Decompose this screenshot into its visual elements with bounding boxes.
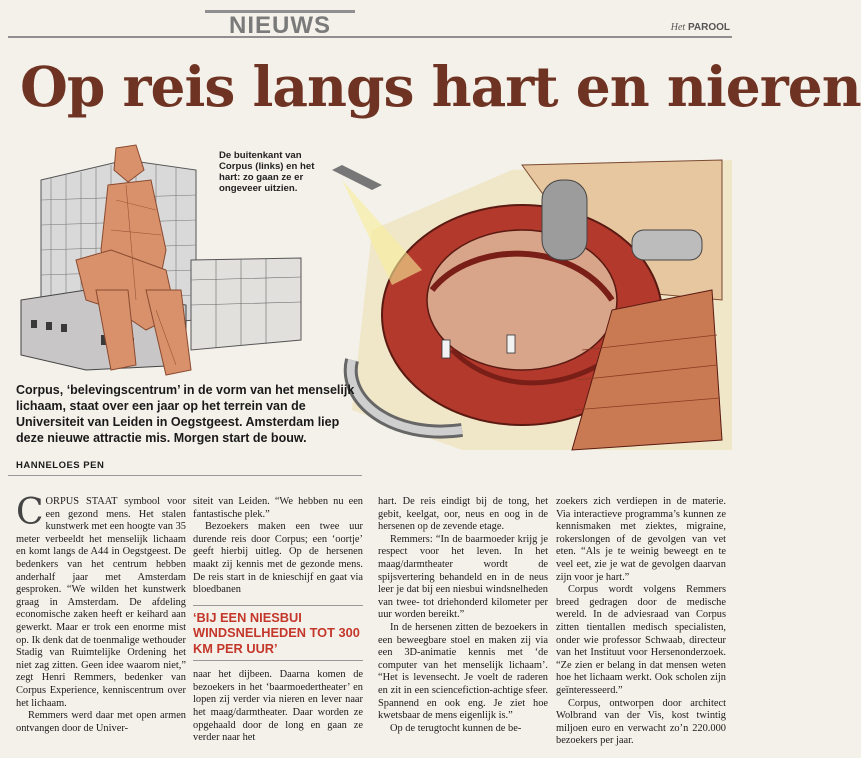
article-column-2: [193, 496, 363, 745]
paragraph: [16, 492, 186, 710]
image-caption: De buitenkant van Corpus (links) en het hart: zo gaan ze er ongeveer uitzien.: [219, 150, 315, 194]
newspaper-name: PAROOL: [687, 22, 730, 33]
author-byline: HANNELOES PEN: [16, 460, 105, 471]
paragraph: naar het dijbeen. Daarna komen de bezoekers in het ‘baarmoedertheater’ en lopen zij verder via nieren en lever naar het maag/darmtheater. Daar worden ze opgehaald door de long en gaan ze verder naar het: [193, 669, 363, 744]
paragraph: siteit van Leiden. “We hebben nu een fantastische plek.”: [193, 496, 363, 520]
newspaper-prefix: Het: [670, 22, 686, 33]
paragraph: In de hersenen zitten de bezoekers in een beweegbare stoel en maken zij via een 3D-animatie kennis met ‘de computer van het menselijk lichaam’. “Het is levensecht. Je voelt de raderen en zit in een sciencefiction-achtige sfeer. Spannend en ook eng. Je ziet hoe kwetsbaar de mens eigenlijk is.”: [378, 621, 548, 722]
article-intro: Corpus, ‘belevingscentrum’ in de vorm van het menselijk lichaam, staat over een jaar op het terrein van de Universiteit van Leiden in Oegstgeest. Amsterdam liep deze nieuwe attractie mis. Morgen start de bouw.: [16, 383, 355, 445]
article-column-4: [556, 496, 726, 748]
intro-rule: [8, 475, 362, 476]
drop-cap: C: [16, 492, 44, 533]
paragraph: Corpus, ontworpen door architect Wolbrand van der Vis, kost twintig miljoen euro en verwacht zo’n 220.000 bezoekers per jaar.: [556, 697, 726, 747]
paragraph: Op de terugtocht kunnen de be-: [390, 722, 522, 734]
pull-quote: ‘BIJ EEN NIESBUI WINDSNELHEDEN TOT 300 KM PER UUR’: [193, 605, 363, 662]
paragraph: Remmers: “In de baarmoeder krijg je respect voor het leven. In het maag/darmtheater wordt de spijsvertering behandeld en in de neus leer je dat bij een niesbui windsnelheden van twee- tot driehonderd kilometer per uur worden bereikt.”: [378, 533, 548, 621]
headline: Op reis langs hart en nieren: [20, 54, 861, 119]
header-rule: [8, 36, 732, 38]
paragraph: hart. De reis eindigt bij de tong, het gebit, keelgat, oor, neus en oog in de hersenen op de zevende etage.: [378, 496, 548, 533]
paragraph: zoekers zich verdiepen in de materie. Via interactieve programma’s kunnen ze kennismaken met ziektes, migraine, rokerslongen of de gevolgen van vet eten. “Als je te weinig beweegt en te veel eet, zie je wat de gevolgen daarvan zijn voor je hart.”: [556, 496, 726, 583]
paragraph-text: ORPUS STAAT symbool voor een gezond mens. Het stalen kunstwerk met een hoogte van 35 meter verbeeldt het menselijk lichaam en komt langs de A44 in Oegstgeest. De bedenkers van het centrum hebben anderhalf jaar met Amsterdam gesproken. “We wilden het kunstwerk graag in Amsterdam. De afdeling economische zaken heeft er keihard aan gewerkt. Maar er trok een enorme mist op. Ik denk dat de toenmalige wethouder Stadig van Ruimtelijke Ordening het niet zag zitten. Geen idee waarom niet,” zegt Henri Remmers, bedenker van Corpus Experience, kenniscentrum over het lichaam.: [16, 496, 186, 709]
paragraph: Bezoekers maken een twee uur durende reis door Corpus; een ‘oortje’ geeft hierbij uitleg. Op de hersenen maakt zij kennis met de gezonde mens. De reis start in de knieschijf en gaat via bloedbanen: [193, 521, 363, 596]
paragraph: Remmers werd daar met open armen ontvangen door de Univer-: [16, 710, 186, 734]
article-column-1: [16, 492, 186, 735]
newspaper-logo: [671, 22, 730, 33]
article-column-3: [378, 496, 548, 735]
section-label: NIEUWS: [205, 10, 355, 36]
heart-interior-illustration: [312, 150, 732, 455]
paragraph: Corpus wordt volgens Remmers breed gedragen door de medische wereld. In de adviesraad van Corpus zitten tientallen medisch specialisten, onder wie professor Schwaab, directeur van het Instituut voor Hersenonderzoek. “Ze zien er belang in dat mensen weten hoe het lichaam werkt. Ook scholen zijn geïnteresseerd.”: [556, 584, 726, 696]
